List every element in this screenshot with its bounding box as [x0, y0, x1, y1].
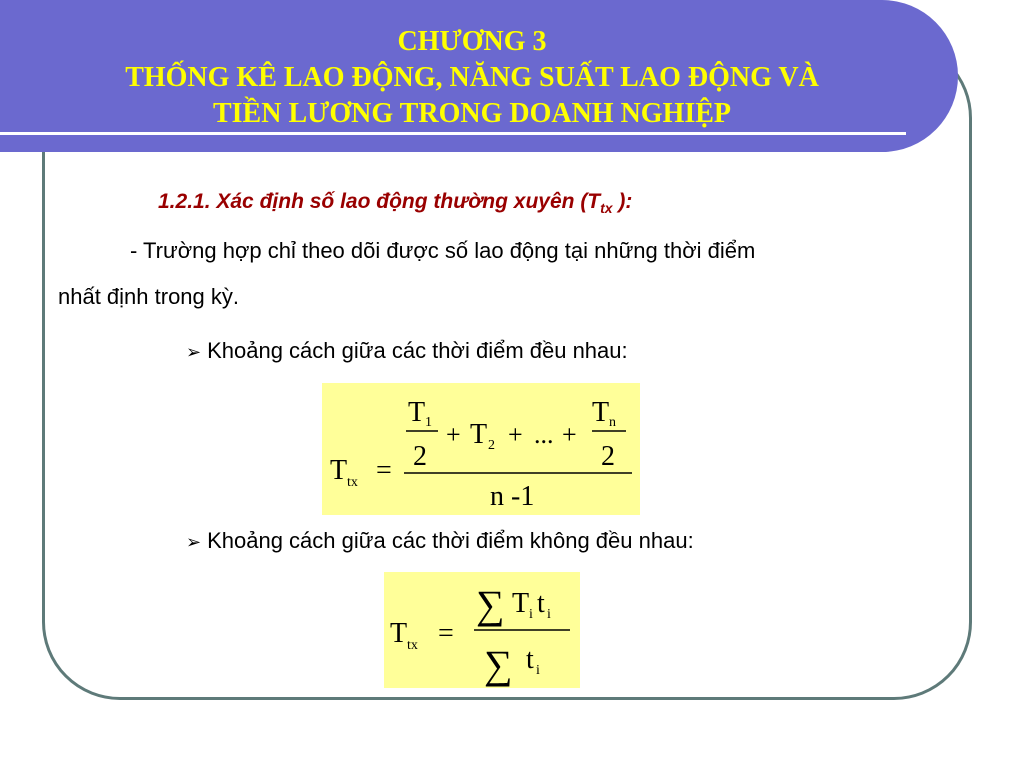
- f1-Tn: T: [592, 397, 610, 428]
- f2-Ttx: T: [390, 618, 408, 649]
- f1-plus-1: +: [446, 420, 461, 449]
- f1-plus-3: +: [562, 420, 577, 449]
- f1-T1: T: [408, 397, 426, 428]
- f2-sigma-top-icon: ∑: [476, 582, 505, 627]
- f2-Ttx-sub: tx: [407, 638, 418, 653]
- arrow-bullet-icon: ➢: [186, 342, 202, 362]
- formula-unequal-spacing: [384, 572, 580, 688]
- f1-two-right: 2: [601, 441, 615, 472]
- bullet-text: Khoảng cách giữa các thời điểm đều nhau:: [207, 338, 628, 363]
- f2-sigma-bottom-icon: ∑: [484, 642, 513, 687]
- bullet-text: Khoảng cách giữa các thời điểm không đều nhau:: [207, 528, 694, 553]
- title-underline: [0, 132, 906, 135]
- section-heading: [158, 190, 632, 216]
- f2-den-t-sub: i: [536, 663, 540, 678]
- arrow-bullet-icon: ➢: [186, 532, 202, 552]
- paragraph-line-2: nhất định trong kỳ.: [58, 284, 240, 309]
- section-heading-main: 1.2.1. Xác định số lao động thường xuyên (T: [158, 190, 601, 213]
- formula-equal-spacing: [322, 383, 640, 515]
- title-line-chapter: CHƯƠNG 3: [397, 26, 547, 57]
- f1-T2: T: [470, 419, 488, 450]
- f2-ti: t: [537, 588, 545, 619]
- paragraph-line-1: - Trường hợp chỉ theo dõi được số lao động tại những thời điểm: [130, 238, 756, 263]
- f2-Ti: T: [512, 588, 530, 619]
- f1-Ttx: T: [330, 455, 348, 486]
- f1-ellipsis: ...: [534, 420, 554, 449]
- f1-Tn-sub: n: [609, 415, 616, 430]
- bullet-unequal-spacing: [186, 528, 694, 554]
- section-heading-end: ):: [612, 190, 633, 213]
- f1-denominator: n -1: [490, 481, 535, 512]
- f1-two-left: 2: [413, 441, 427, 472]
- f2-den-t: t: [526, 644, 534, 675]
- section-heading-subscript: tx: [600, 200, 613, 217]
- f1-plus-2: +: [508, 420, 523, 449]
- f1-Ttx-sub: tx: [347, 475, 358, 490]
- title-banner: [0, 0, 958, 152]
- title-line-topic-cont: TIỀN LƯƠNG TRONG DOANH NGHIỆP: [212, 98, 732, 129]
- f1-T1-sub: 1: [425, 415, 432, 430]
- f2-Ti-sub: i: [529, 607, 533, 622]
- f1-T2-sub: 2: [488, 438, 495, 453]
- f2-equals: =: [438, 618, 454, 649]
- title-line-topic: THỐNG KÊ LAO ĐỘNG, NĂNG SUẤT LAO ĐỘNG VÀ: [125, 62, 819, 93]
- f2-ti-sub: i: [547, 607, 551, 622]
- bullet-equal-spacing: [186, 338, 628, 364]
- f1-equals: =: [376, 455, 392, 486]
- slide-title: [0, 24, 944, 132]
